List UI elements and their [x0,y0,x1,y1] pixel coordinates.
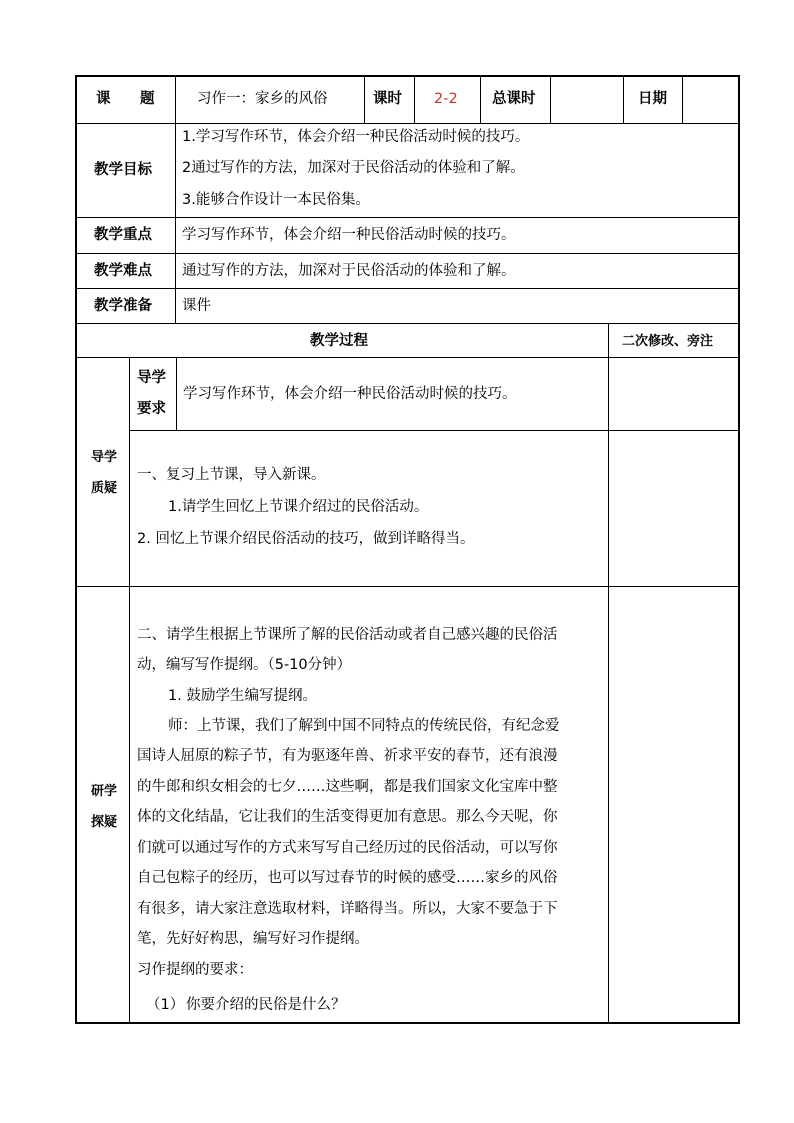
row-line [129,430,740,431]
col-line [364,75,365,123]
section-label: 研学 [91,784,118,799]
step-item: 1.请学生回忆上节课介绍过的民俗活动。 [168,499,429,515]
body-line: 体的文化结晶，它让我们的生活变得更加有意思。那么今天呢，你 [137,809,558,825]
row-line [75,357,740,358]
requirement-label: 要求 [137,401,166,417]
body-line: 1. 鼓励学生编写提纲。 [168,688,317,704]
col-line [682,75,683,123]
body-line: 二、请学生根据上节课所了解的民俗活动或者自己感兴趣的民俗活 [137,627,558,643]
body-line: 的牛郎和织女相会的七夕……这些啊，都是我们国家文化宝库中整 [137,779,558,795]
col-line [550,75,551,123]
section-label: 导学 [91,450,118,465]
requirement-label: 导学 [137,370,166,386]
difficulties-label: 教学难点 [94,263,152,279]
body-line: 国诗人屈原的粽子节，有为驱逐年兽、祈求平安的春节，还有浪漫 [137,748,558,764]
col-line [129,357,130,1023]
objective-item: 3.能够合作设计一本民俗集。 [182,192,370,208]
col-line [414,75,415,123]
objectives-label: 教学目标 [94,162,152,178]
body-line: 师：上节课，我们了解到中国不同特点的传统民俗，有纪念爱 [168,718,560,734]
row-line [75,253,740,254]
row-line [75,288,740,289]
objective-item: 2通过写作的方法，加深对于民俗活动的体验和了解。 [182,160,525,176]
step-heading: 一、复习上节课，导入新课。 [137,467,326,483]
table-border-bottom [75,1022,740,1024]
period-label: 课时 [373,91,402,107]
difficulties-text: 通过写作的方法，加深对于民俗活动的体验和了解。 [182,263,516,279]
outline-question: 你要介绍的民俗是什么？ [186,997,346,1013]
preparation-label: 教学准备 [94,298,152,314]
period-value: 2-2 [434,91,458,107]
body-line: 动，编写写作提纲。（5-10分钟） [137,657,352,673]
col-line [176,357,177,430]
section-label: 质疑 [91,481,118,496]
key-points-text: 学习写作环节，体会介绍一种民俗活动时候的技巧。 [182,227,516,243]
topic-label-ti: 题 [140,91,155,107]
date-label: 日期 [638,91,667,107]
total-periods-label: 总课时 [492,91,536,107]
topic-label-ke: 课 [96,91,111,107]
outline-number: （1） [146,997,185,1013]
col-line [480,75,481,123]
row-line [75,217,740,218]
row-line [75,586,740,587]
requirement-text: 学习写作环节，体会介绍一种民俗活动时候的技巧。 [183,386,517,402]
preparation-text: 课件 [182,298,211,314]
process-heading: 教学过程 [310,333,368,349]
col-line [608,323,609,1023]
body-line: 习作提纲的要求： [137,962,253,978]
key-points-label: 教学重点 [94,227,152,243]
revision-heading: 二次修改、旁注 [622,334,714,349]
section-label: 探疑 [91,815,118,830]
col-line [623,75,624,123]
col-line [175,75,176,323]
step-item: 2. 回忆上节课介绍民俗活动的技巧，做到详略得当。 [137,531,475,547]
body-line: 有很多，请大家注意选取材料，详略得当。所以，大家不要急于下 [137,901,558,917]
body-line: 们就可以通过写作的方式来写写自己经历过的民俗活动，可以写你 [137,840,558,856]
lesson-title: 习作一：家乡的风俗 [197,91,328,107]
body-line: 自己包粽子的经历，也可以写过春节的时候的感受……家乡的风俗 [137,870,558,886]
body-line: 笔，先好好构思，编写好习作提纲。 [137,931,369,947]
row-line [75,323,740,324]
objective-item: 1.学习写作环节，体会介绍一种民俗活动时候的技巧。 [182,129,530,145]
